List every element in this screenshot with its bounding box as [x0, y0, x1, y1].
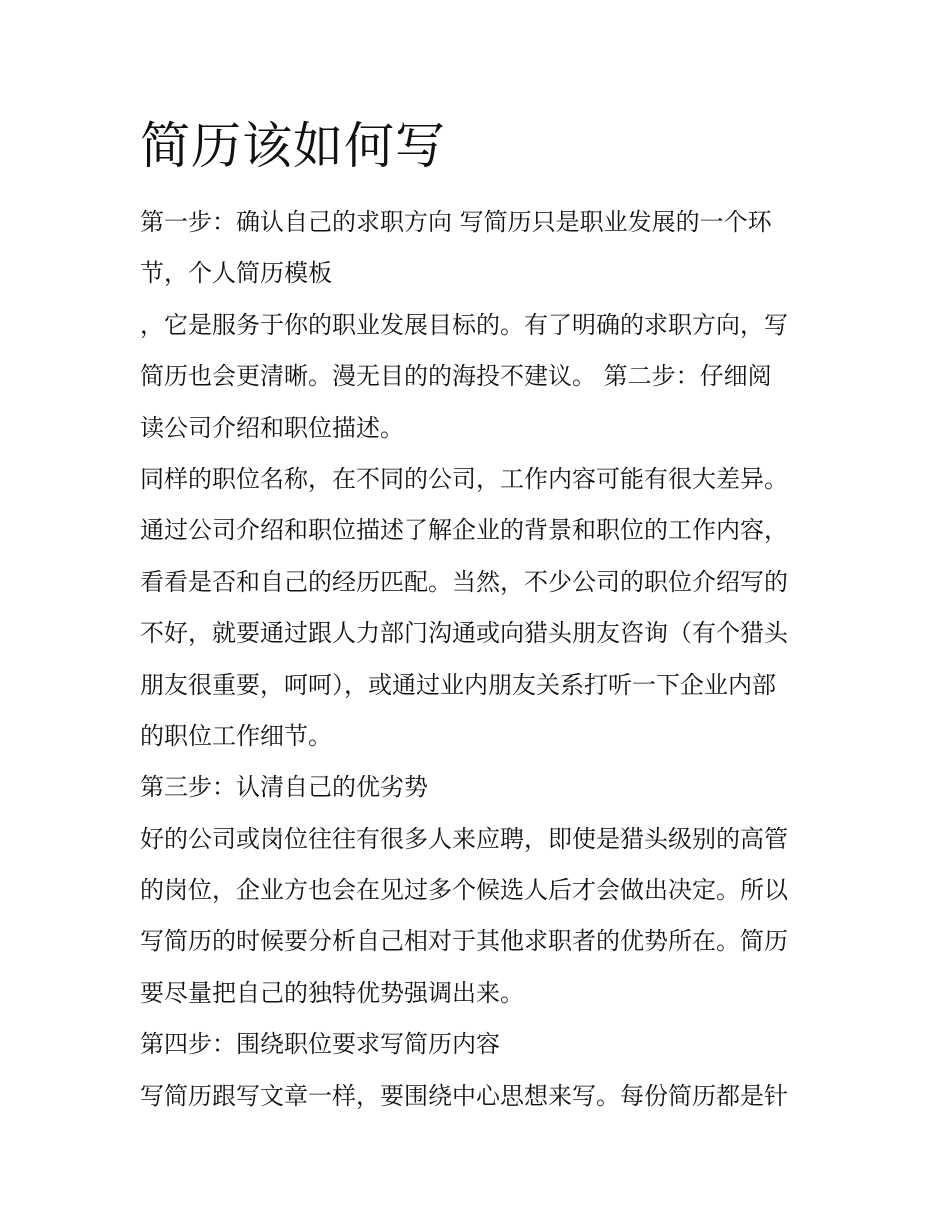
text-line: 第一步：确认自己的求职方向 写简历只是职业发展的一个环: [140, 208, 772, 236]
text-line: 朋友很重要，呵呵），或通过业内朋友关系打听一下企业内部: [140, 670, 776, 699]
text-line: ，它是服务于你的职业发展目标的。有了明确的求职方向，写: [140, 310, 788, 339]
page-title: 简历该如何写: [140, 117, 446, 175]
text-line: 简历也会更清晰。漫无目的的海投不建议。 第二步：仔细阅: [140, 362, 772, 391]
text-line: 的岗位，企业方也会在见过多个候选人后才会做出决定。所以: [140, 876, 788, 905]
text-line: 第四步：围绕职位要求写简历内容: [140, 1030, 500, 1059]
text-line: 第三步：认清自己的优劣势: [140, 773, 428, 802]
text-line: 通过公司介绍和职位描述了解企业的背景和职位的工作内容，: [140, 516, 788, 545]
text-line: 节，个人简历模板: [140, 259, 332, 288]
text-line: 同样的职位名称，在不同的公司，工作内容可能有很大差异。: [140, 464, 788, 493]
text-line: 好的公司或岗位往往有很多人来应聘，即使是猎头级别的高管: [140, 824, 788, 853]
text-line: 写简历的时候要分析自己相对于其他求职者的优势所在。简历: [140, 927, 788, 956]
text-line: 不好，就要通过跟人力部门沟通或向猎头朋友咨询（有个猎头: [140, 619, 788, 648]
text-line: 要尽量把自己的独特优势强调出来。: [140, 978, 524, 1007]
document-body: [140, 197, 820, 1122]
text-line: 读公司介绍和职位描述。: [140, 413, 404, 442]
text-line: 看看是否和自己的经历匹配。当然，不少公司的职位介绍写的: [140, 567, 788, 596]
text-line: 写简历跟写文章一样，要围绕中心思想来写。每份简历都是针: [140, 1081, 788, 1110]
text-line: 的职位工作细节。: [140, 721, 332, 750]
